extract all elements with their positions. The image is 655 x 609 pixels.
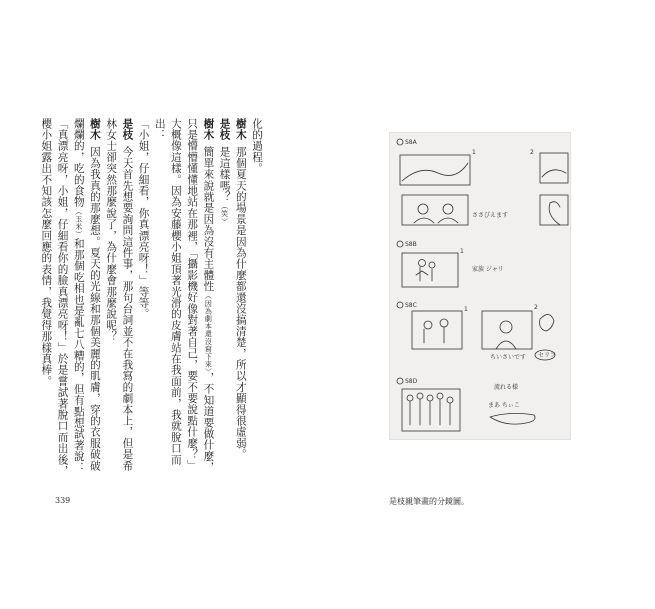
text-line-4: 「小姐，仔細看，你真漂亮呀！」等等。: [137, 118, 150, 320]
inline-note: （玉米）: [74, 207, 83, 239]
scene-label: S8D: [405, 378, 418, 385]
text-line-1: 樹木那個夏天的場景是因為什麼都還沒搞清楚，所以才顯得很虛弱。: [234, 118, 247, 461]
scene-note: 家族 ジャリ: [472, 266, 504, 273]
text-line-0: 化的過程。: [251, 118, 263, 174]
scene-number: 1: [460, 248, 464, 255]
scene-note: セリフ: [538, 352, 557, 359]
inline-note: （笑）: [220, 202, 229, 226]
scene-note: ちいさいです: [490, 354, 527, 361]
page-number: 339: [55, 496, 71, 505]
scene-note: 流れる様: [494, 384, 519, 391]
image-caption: 是枝親筆畫的分鏡圖。: [389, 497, 469, 506]
scene-label: S8C: [405, 302, 417, 309]
scene-label: S8B: [405, 241, 417, 248]
speaker-label: 樹木: [202, 118, 215, 141]
scene-number: 1: [464, 306, 468, 313]
inline-note: （因為劇本還沒寫下來）: [204, 292, 213, 373]
speaker-label: 是枝: [121, 118, 134, 141]
vertical-text-body: [40, 118, 265, 478]
speaker-label: 樹木: [88, 118, 101, 141]
storyboard-drawing: [390, 133, 570, 439]
scene-label: S8A: [405, 139, 417, 146]
speaker-label: 是枝: [218, 118, 231, 141]
scene-note: ささびえます: [472, 212, 509, 219]
scene-note: まあ ちぃこ: [488, 402, 520, 409]
scene-number: 2: [530, 149, 534, 156]
text-line-3: 樹木簡單來說就是因為沒有主體性（因為劇本還沒寫下來），不知道要做什麼，只是懵懵懂懂地站在那裡，「攝影機好像對著自己，要不要說點什麼？」大概像這樣。因為安藤櫻小姐頂著光滑的皮膚站在我面前，我就脫口而出：: [153, 118, 215, 473]
speaker-label: 樹木: [234, 118, 247, 141]
frame: [400, 155, 470, 185]
text-line-2: 是枝是這樣嗎？（笑）: [218, 118, 231, 226]
text-line-6: 樹木因為我真的那麼想。夏天的光線和那個美麗的肌膚，穿的衣服破破爛爛的，吃的食物（玉米）和那個吃相也是亂七八糟的，但有點想試著說：「真漂亮呀，小姐，仔細看你的臉真漂亮呀！」於是嘗試著脫口而出後，櫻小姐露出不知該怎麼回應的表情，我覺得那樣真棒。: [40, 118, 101, 477]
scene-number: 2: [534, 304, 538, 311]
scene-number: 1: [472, 149, 476, 156]
text-line-5: 是枝今天首先想要詢問這件事，那句台詞並不在我寫的劇本上，但是希林女士卻突然那麼說了，為什麼會那麼說呢？: [105, 118, 134, 472]
storyboard-sketch: [389, 132, 571, 440]
